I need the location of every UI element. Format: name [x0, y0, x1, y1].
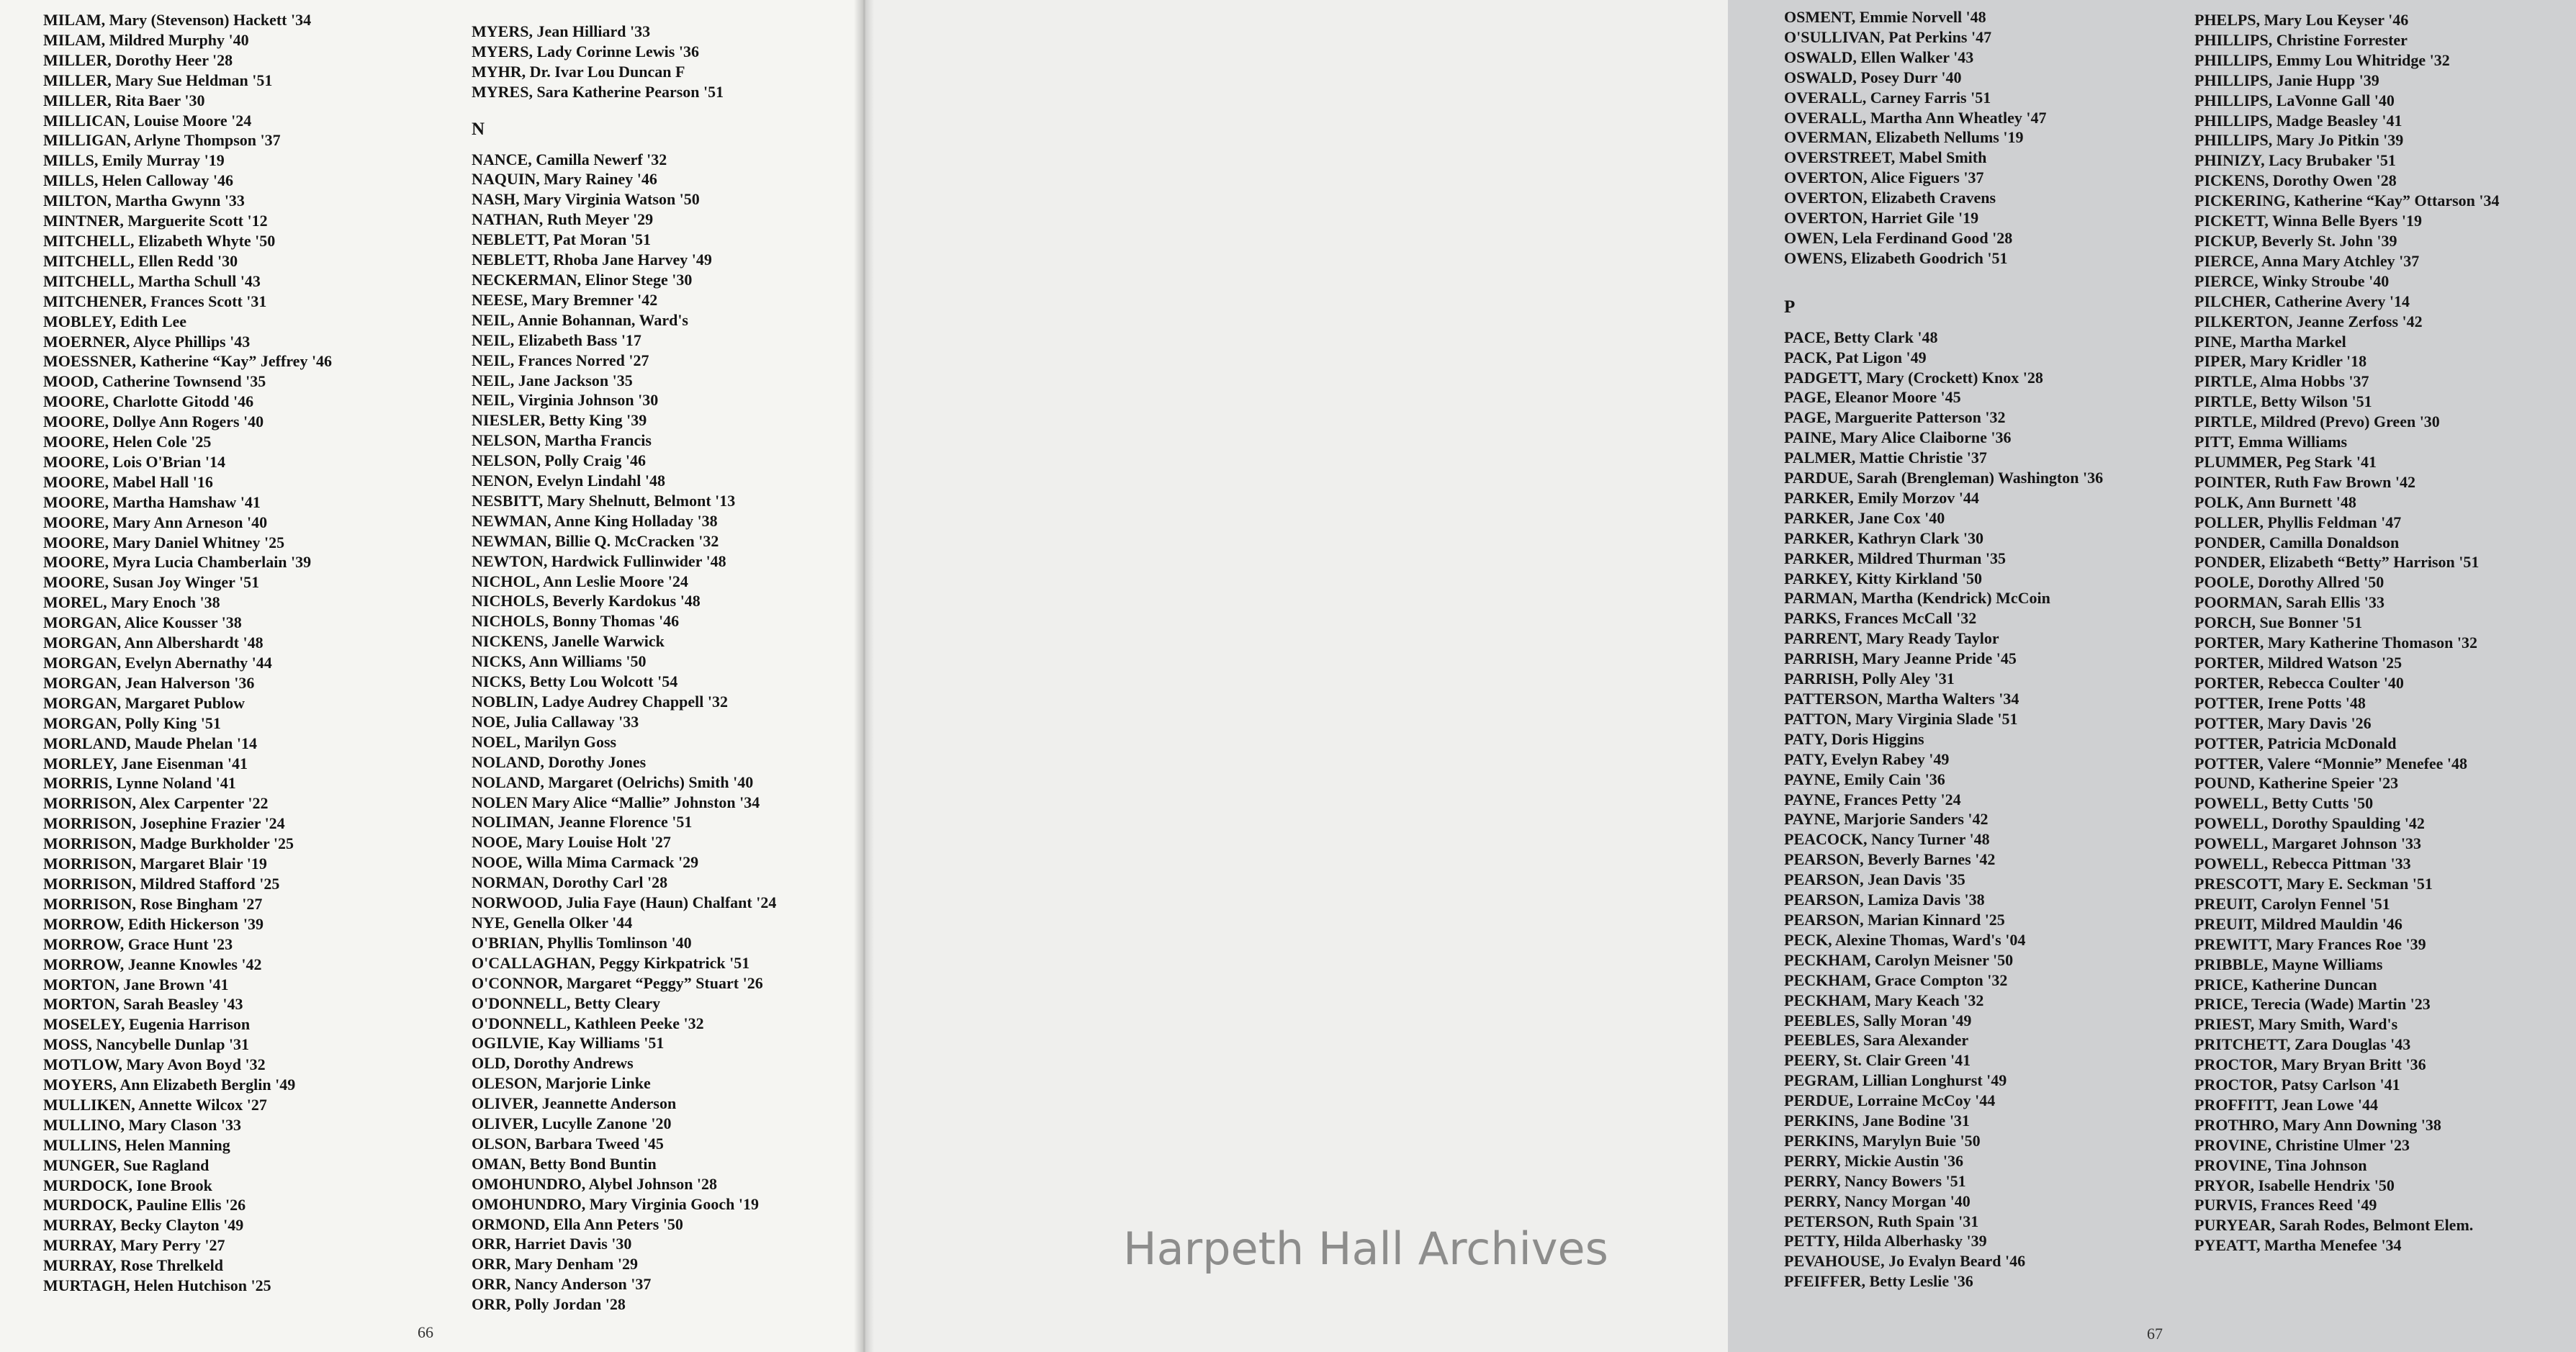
- directory-entry: PYEATT, Martha Menefee '34: [2194, 1236, 2402, 1255]
- directory-entry: PIERCE, Winky Stroube '40: [2194, 271, 2390, 290]
- directory-entry: PERRY, Nancy Bowers '51: [1784, 1171, 1966, 1190]
- directory-entry: MULLIKEN, Annette Wilcox '27: [43, 1095, 267, 1114]
- directory-entry: PEEBLES, Sara Alexander: [1784, 1031, 1969, 1050]
- directory-entry: OMAN, Betty Bond Buntin: [472, 1154, 657, 1173]
- directory-entry: NICKS, Betty Lou Wolcott '54: [472, 672, 678, 691]
- directory-entry: MILLICAN, Louise Moore '24: [43, 111, 252, 130]
- directory-entry: MYERS, Jean Hilliard '33: [472, 22, 651, 40]
- directory-entry: PERRY, Mickie Austin '36: [1784, 1151, 1963, 1170]
- directory-entry: PALMER, Mattie Christie '37: [1784, 449, 1987, 467]
- directory-entry: PRIBBLE, Mayne Williams: [2194, 955, 2383, 973]
- directory-entry: MILLIGAN, Arlyne Thompson '37: [43, 131, 281, 150]
- directory-entry: OVERTON, Alice Figuers '37: [1784, 168, 1984, 187]
- directory-entry: MURRAY, Becky Clayton '49: [43, 1216, 244, 1235]
- directory-entry: MORRISON, Madge Burkholder '25: [43, 834, 294, 853]
- directory-entry: PEACOCK, Nancy Turner '48: [1784, 830, 1990, 849]
- directory-entry: MURRAY, Mary Perry '27: [43, 1236, 225, 1255]
- directory-entry: MORGAN, Margaret Publow: [43, 693, 246, 712]
- directory-entry: NOLAND, Dorothy Jones: [472, 752, 647, 771]
- directory-entry: PORCH, Sue Bonner '51: [2194, 613, 2363, 632]
- directory-entry: POTTER, Mary Davis '26: [2194, 713, 2372, 732]
- section-letter-p: P: [1784, 297, 1796, 317]
- directory-entry: NICHOLS, Bonny Thomas '46: [472, 612, 680, 631]
- directory-entry: PECKHAM, Grace Compton '32: [1784, 970, 2008, 989]
- directory-entry: NELSON, Polly Craig '46: [472, 451, 647, 470]
- directory-entry: NIESLER, Betty King '39: [472, 411, 647, 430]
- directory-entry: MORTON, Jane Brown '41: [43, 975, 229, 993]
- directory-entry: PORTER, Rebecca Coulter '40: [2194, 673, 2404, 692]
- directory-entry: MORROW, Grace Hunt '23: [43, 934, 233, 953]
- directory-entry: OWEN, Lela Ferdinand Good '28: [1784, 228, 2013, 247]
- directory-entry: PERRY, Nancy Morgan '40: [1784, 1191, 1971, 1210]
- directory-entry: PHINIZY, Lacy Brubaker '51: [2194, 151, 2396, 170]
- directory-entry: NEBLETT, Pat Moran '51: [472, 230, 651, 249]
- directory-entry: NEWMAN, Billie Q. McCracken '32: [472, 531, 719, 550]
- right-page: [864, 0, 2500, 1352]
- directory-entry: MORROW, Jeanne Knowles '42: [43, 955, 262, 973]
- directory-entry: PIPER, Mary Kridler '18: [2194, 352, 2367, 371]
- directory-entry: MITCHENER, Frances Scott '31: [43, 292, 267, 310]
- directory-entry: NYE, Genella Olker '44: [472, 913, 633, 932]
- directory-entry: PRIEST, Mary Smith, Ward's: [2194, 1015, 2398, 1034]
- directory-entry: PHILLIPS, Christine Forrester: [2194, 30, 2408, 49]
- directory-entry: PACK, Pat Ligon '49: [1784, 348, 1927, 366]
- directory-entry: NOOE, Mary Louise Holt '27: [472, 833, 671, 852]
- directory-entry: MURDOCK, Pauline Ellis '26: [43, 1196, 246, 1214]
- directory-entry: PAGE, Marguerite Patterson '32: [1784, 408, 2006, 427]
- left-page: [0, 0, 864, 1352]
- directory-entry: POWELL, Rebecca Pittman '33: [2194, 855, 2411, 873]
- directory-entry: POTTER, Patricia McDonald: [2194, 734, 2397, 752]
- directory-entry: MILAM, Mary (Stevenson) Hackett '34: [43, 11, 312, 29]
- directory-entry: MOORE, Mabel Hall '16: [43, 472, 213, 491]
- directory-entry: MOERNER, Alyce Phillips '43: [43, 332, 251, 351]
- directory-entry: PROCTOR, Patsy Carlson '41: [2194, 1076, 2400, 1094]
- directory-entry: PFEIFFER, Betty Leslie '36: [1784, 1272, 1973, 1291]
- directory-entry: PARKER, Emily Morzov '44: [1784, 488, 1979, 507]
- directory-entry: MILLS, Emily Murray '19: [43, 151, 225, 170]
- directory-entry: NATHAN, Ruth Meyer '29: [472, 210, 654, 229]
- directory-entry: O'CONNOR, Margaret “Peggy” Stuart '26: [472, 973, 763, 992]
- page-number-right: 67: [2147, 1325, 2163, 1343]
- directory-entry: MOORE, Lois O'Brian '14: [43, 452, 226, 471]
- directory-entry: PRYOR, Isabelle Hendrix '50: [2194, 1176, 2395, 1194]
- directory-entry: PAYNE, Marjorie Sanders '42: [1784, 810, 1989, 829]
- directory-entry: PORTER, Mildred Watson '25: [2194, 654, 2402, 672]
- directory-entry: NEIL, Frances Norred '27: [472, 351, 649, 369]
- directory-entry: PEARSON, Marian Kinnard '25: [1784, 910, 2005, 929]
- directory-entry: NESBITT, Mary Shelnutt, Belmont '13: [472, 491, 736, 510]
- directory-entry: ORR, Mary Denham '29: [472, 1255, 638, 1274]
- directory-entry: PARDUE, Sarah (Brengleman) Washington '36: [1784, 469, 2104, 487]
- book-spine-shadow: [854, 0, 874, 1352]
- directory-entry: MOESSNER, Katherine “Kay” Jeffrey '46: [43, 352, 333, 371]
- directory-entry: PIRTLE, Mildred (Prevo) Green '30: [2194, 413, 2440, 431]
- page-number-left: 66: [418, 1323, 433, 1341]
- directory-entry: MILAM, Mildred Murphy '40: [43, 30, 249, 49]
- directory-entry: OMOHUNDRO, Mary Virginia Gooch '19: [472, 1194, 760, 1213]
- directory-entry: OMOHUNDRO, Alybel Johnson '28: [472, 1174, 718, 1193]
- directory-entry: PROVINE, Tina Johnson: [2194, 1155, 2367, 1174]
- directory-entry: PARRISH, Polly Aley '31: [1784, 670, 1955, 688]
- directory-entry: MORGAN, Alice Kousser '38: [43, 613, 242, 632]
- directory-entry: NICHOLS, Beverly Kardokus '48: [472, 592, 701, 610]
- directory-entry: OVERMAN, Elizabeth Nellums '19: [1784, 128, 2024, 147]
- directory-entry: O'BRIAN, Phyllis Tomlinson '40: [472, 933, 692, 952]
- column-4: [2194, 10, 2576, 1256]
- directory-entry: PEARSON, Beverly Barnes '42: [1784, 850, 1996, 869]
- directory-entry: PHILLIPS, LaVonne Gall '40: [2194, 91, 2395, 109]
- directory-entry: POOLE, Dorothy Allred '50: [2194, 573, 2384, 592]
- directory-entry: POTTER, Irene Potts '48: [2194, 693, 2366, 712]
- directory-entry: NEWMAN, Anne King Holladay '38: [472, 511, 718, 530]
- column-1: [43, 10, 446, 1296]
- directory-entry: NECKERMAN, Elinor Stege '30: [472, 270, 693, 289]
- directory-entry: MURRAY, Rose Threlkeld: [43, 1256, 223, 1275]
- directory-entry: PECK, Alexine Thomas, Ward's '04: [1784, 930, 2026, 949]
- directory-entry: PATY, Evelyn Rabey '49: [1784, 749, 1950, 768]
- directory-entry: POORMAN, Sarah Ellis '33: [2194, 593, 2385, 612]
- directory-entry: PONDER, Elizabeth “Betty” Harrison '51: [2194, 553, 2480, 572]
- directory-entry: PAYNE, Emily Cain '36: [1784, 770, 1945, 788]
- directory-entry: MOORE, Martha Hamshaw '41: [43, 492, 261, 511]
- column-2: [472, 22, 860, 1315]
- directory-entry: NICKS, Ann Williams '50: [472, 652, 647, 671]
- directory-entry: MOORE, Susan Joy Winger '51: [43, 573, 260, 592]
- directory-entry: PHELPS, Mary Lou Keyser '46: [2194, 11, 2409, 29]
- directory-entry: O'DONNELL, Betty Cleary: [472, 993, 661, 1012]
- directory-entry: PHILLIPS, Madge Beasley '41: [2194, 111, 2402, 130]
- directory-entry: OVERSTREET, Mabel Smith: [1784, 148, 1987, 167]
- directory-entry: OSWALD, Posey Durr '40: [1784, 68, 1962, 86]
- directory-entry: PARKER, Mildred Thurman '35: [1784, 549, 2007, 567]
- directory-entry: PIRTLE, Alma Hobbs '37: [2194, 372, 2369, 391]
- directory-entry: PERKINS, Marylyn Buie '50: [1784, 1131, 1981, 1150]
- directory-entry: MURTAGH, Helen Hutchison '25: [43, 1276, 271, 1295]
- directory-entry: NEWTON, Hardwick Fullinwider '48: [472, 551, 726, 570]
- directory-entry: MULLINS, Helen Manning: [43, 1135, 230, 1154]
- directory-entry: MORRISON, Alex Carpenter '22: [43, 794, 269, 813]
- directory-entry: OWENS, Elizabeth Goodrich '51: [1784, 248, 2008, 267]
- directory-entry: PEVAHOUSE, Jo Evalyn Beard '46: [1784, 1252, 2026, 1271]
- directory-entry: PEARSON, Lamiza Davis '38: [1784, 891, 1985, 909]
- directory-entry: MORRISON, Rose Bingham '27: [43, 894, 263, 913]
- directory-entry: PEARSON, Jean Davis '35: [1784, 870, 1965, 889]
- directory-entry: NAQUIN, Mary Rainey '46: [472, 170, 657, 189]
- directory-entry: PIRTLE, Betty Wilson '51: [2194, 392, 2372, 411]
- directory-entry: MYHR, Dr. Ivar Lou Duncan F: [472, 62, 685, 81]
- directory-entry: MITCHELL, Ellen Redd '30: [43, 251, 238, 270]
- directory-entry: MUNGER, Sue Ragland: [43, 1155, 210, 1174]
- directory-entry: PAGE, Eleanor Moore '45: [1784, 388, 1961, 407]
- directory-entry: PILCHER, Catherine Avery '14: [2194, 292, 2410, 310]
- directory-entry: PARMAN, Martha (Kendrick) McCoin: [1784, 589, 2050, 608]
- directory-entry: NANCE, Camilla Newerf '32: [472, 150, 667, 168]
- directory-entry: PRITCHETT, Zara Douglas '43: [2194, 1035, 2411, 1054]
- directory-entry: NEIL, Elizabeth Bass '17: [472, 330, 641, 349]
- directory-entry: MOSS, Nancybelle Dunlap '31: [43, 1035, 250, 1054]
- directory-entry: OVERTON, Harriet Gile '19: [1784, 209, 1979, 227]
- directory-entry: NEIL, Virginia Johnson '30: [472, 391, 659, 410]
- directory-entry: ORMOND, Ella Ann Peters '50: [472, 1214, 683, 1233]
- directory-entry: PILKERTON, Jeanne Zerfoss '42: [2194, 312, 2423, 330]
- directory-entry: POWELL, Margaret Johnson '33: [2194, 834, 2421, 853]
- directory-entry: MOORE, Myra Lucia Chamberlain '39: [43, 553, 312, 572]
- directory-entry: PETTY, Hilda Alberhasky '39: [1784, 1232, 1987, 1250]
- directory-entry: PINE, Martha Markel: [2194, 332, 2346, 351]
- directory-entry: PETERSON, Ruth Spain '31: [1784, 1212, 1979, 1230]
- directory-entry: OVERTON, Elizabeth Cravens: [1784, 189, 1996, 207]
- directory-entry: PROCTOR, Mary Bryan Britt '36: [2194, 1055, 2426, 1074]
- directory-entry: POUND, Katherine Speier '23: [2194, 774, 2399, 793]
- directory-entry: OLESON, Marjorie Linke: [472, 1074, 651, 1093]
- directory-entry: MOYERS, Ann Elizabeth Berglin '49: [43, 1076, 296, 1094]
- directory-entry: NOOE, Willa Mima Carmack '29: [472, 853, 699, 872]
- directory-entry: MILLER, Mary Sue Heldman '51: [43, 71, 273, 89]
- directory-entry: MYERS, Lady Corinne Lewis '36: [472, 42, 699, 60]
- directory-entry: PARRISH, Mary Jeanne Pride '45: [1784, 649, 2017, 668]
- directory-entry: MOSELEY, Eugenia Harrison: [43, 1015, 251, 1034]
- directory-entry: MORRIS, Lynne Noland '41: [43, 774, 236, 793]
- directory-entry: MITCHELL, Martha Schull '43: [43, 271, 261, 290]
- directory-entry: MINTNER, Marguerite Scott '12: [43, 212, 268, 230]
- directory-entry: PORTER, Mary Katherine Thomason '32: [2194, 634, 2477, 652]
- directory-entry: PECKHAM, Carolyn Meisner '50: [1784, 950, 2014, 969]
- directory-entry: MORGAN, Evelyn Abernathy '44: [43, 654, 272, 672]
- directory-entry: MORRISON, Josephine Frazier '24: [43, 814, 285, 833]
- directory-entry: NOLEN Mary Alice “Mallie” Johnston '34: [472, 793, 760, 811]
- directory-entry: PITT, Emma Williams: [2194, 433, 2348, 451]
- directory-entry: PROFFITT, Jean Lowe '44: [2194, 1095, 2379, 1114]
- directory-entry: POLK, Ann Burnett '48: [2194, 492, 2356, 511]
- directory-entry: ORR, Nancy Anderson '37: [472, 1275, 652, 1294]
- directory-entry: MORTON, Sarah Beasley '43: [43, 995, 243, 1014]
- directory-entry: POWELL, Dorothy Spaulding '42: [2194, 814, 2425, 833]
- directory-entry: O'DONNELL, Kathleen Peeke '32: [472, 1014, 704, 1032]
- directory-entry: NASH, Mary Virginia Watson '50: [472, 190, 700, 209]
- directory-entry: PEEBLES, Sally Moran '49: [1784, 1011, 1972, 1029]
- directory-entry: PRESCOTT, Mary E. Seckman '51: [2194, 874, 2433, 893]
- directory-entry: PARKER, Jane Cox '40: [1784, 508, 1945, 527]
- directory-entry: MILLER, Dorothy Heer '28: [43, 50, 233, 69]
- directory-entry: POTTER, Valere “Monnie” Menefee '48: [2194, 754, 2468, 772]
- directory-entry: PREUIT, Carolyn Fennel '51: [2194, 894, 2390, 913]
- directory-entry: MORROW, Edith Hickerson '39: [43, 914, 264, 933]
- directory-entry: MILLS, Helen Calloway '46: [43, 171, 234, 190]
- directory-entry: PACE, Betty Clark '48: [1784, 328, 1938, 346]
- directory-entry: OSMENT, Emmie Norvell '48: [1784, 8, 1986, 26]
- directory-entry: PAYNE, Frances Petty '24: [1784, 790, 1961, 808]
- directory-entry: OLSON, Barbara Tweed '45: [472, 1134, 664, 1153]
- directory-entry: PICKERING, Katherine “Kay” Ottarson '34: [2194, 191, 2500, 210]
- directory-entry: PREWITT, Mary Frances Roe '39: [2194, 934, 2426, 953]
- directory-entry: MYRES, Sara Katherine Pearson '51: [472, 82, 724, 101]
- directory-entry: OVERALL, Carney Farris '51: [1784, 88, 1991, 107]
- directory-entry: MORLEY, Jane Eisenman '41: [43, 754, 248, 772]
- directory-entry: PERDUE, Lorraine McCoy '44: [1784, 1091, 1996, 1110]
- directory-entry: PADGETT, Mary (Crockett) Knox '28: [1784, 368, 2043, 387]
- directory-entry: NOEL, Marilyn Goss: [472, 732, 617, 751]
- directory-entry: OGILVIE, Kay Williams '51: [472, 1034, 665, 1053]
- directory-entry: NOBLIN, Ladye Audrey Chappell '32: [472, 693, 728, 711]
- directory-entry: PONDER, Camilla Donaldson: [2194, 533, 2400, 551]
- directory-entry: MORLAND, Maude Phelan '14: [43, 734, 257, 752]
- archive-watermark: Harpeth Hall Archives: [1123, 1222, 1608, 1275]
- directory-entry: PARKER, Kathryn Clark '30: [1784, 528, 1984, 547]
- directory-entry: NEESE, Mary Bremner '42: [472, 290, 658, 309]
- directory-entry: PHILLIPS, Janie Hupp '39: [2194, 71, 2379, 89]
- directory-entry: MORGAN, Jean Halverson '36: [43, 673, 255, 692]
- directory-entry: PERKINS, Jane Bodine '31: [1784, 1112, 1970, 1130]
- directory-entry: PHILLIPS, Emmy Lou Whitridge '32: [2194, 50, 2450, 69]
- directory-entry: PARRENT, Mary Ready Taylor: [1784, 629, 1999, 648]
- directory-entry: PREUIT, Mildred Mauldin '46: [2194, 914, 2402, 933]
- directory-entry: PRICE, Terecia (Wade) Martin '23: [2194, 995, 2431, 1014]
- directory-entry: PURYEAR, Sarah Rodes, Belmont Elem.: [2194, 1216, 2474, 1235]
- directory-entry: NORWOOD, Julia Faye (Haun) Chalfant '24: [472, 893, 777, 912]
- directory-entry: MORGAN, Polly King '51: [43, 713, 221, 732]
- directory-entry: PARKS, Frances McCall '32: [1784, 609, 1977, 628]
- directory-entry: MOOD, Catherine Townsend '35: [43, 372, 266, 391]
- directory-entry: PIERCE, Anna Mary Atchley '37: [2194, 251, 2420, 270]
- directory-entry: MILLER, Rita Baer '30: [43, 91, 205, 109]
- directory-entry: POWELL, Betty Cutts '50: [2194, 794, 2374, 813]
- directory-entry: PEGRAM, Lillian Longhurst '49: [1784, 1071, 2007, 1090]
- directory-entry: NEBLETT, Rhoba Jane Harvey '49: [472, 251, 712, 269]
- directory-entry: PICKUP, Beverly St. John '39: [2194, 231, 2397, 250]
- directory-entry: MOBLEY, Edith Lee: [43, 312, 187, 330]
- directory-entry: NEIL, Jane Jackson '35: [472, 371, 633, 389]
- directory-entry: NOE, Julia Callaway '33: [472, 712, 639, 731]
- directory-entry: NORMAN, Dorothy Carl '28: [472, 873, 668, 892]
- directory-entry: OSWALD, Ellen Walker '43: [1784, 48, 1974, 66]
- directory-entry: MORRISON, Mildred Stafford '25: [43, 874, 280, 893]
- directory-entry: NEIL, Annie Bohannan, Ward's: [472, 310, 688, 329]
- directory-entry: MOTLOW, Mary Avon Boyd '32: [43, 1055, 266, 1074]
- directory-entry: PEERY, St. Clair Green '41: [1784, 1051, 1971, 1070]
- directory-entry: NICKENS, Janelle Warwick: [472, 632, 665, 651]
- directory-entry: PICKETT, Winna Belle Byers '19: [2194, 212, 2422, 230]
- directory-entry: POLLER, Phyllis Feldman '47: [2194, 513, 2402, 531]
- directory-entry: MITCHELL, Elizabeth Whyte '50: [43, 231, 276, 250]
- directory-entry: O'SULLIVAN, Pat Perkins '47: [1784, 27, 1992, 46]
- directory-entry: NENON, Evelyn Lindahl '48: [472, 472, 665, 490]
- directory-entry: PLUMMER, Peg Stark '41: [2194, 452, 2377, 471]
- directory-entry: MOORE, Mary Ann Arneson '40: [43, 513, 268, 531]
- directory-entry: PRICE, Katherine Duncan: [2194, 975, 2377, 993]
- directory-entry: MORGAN, Ann Albershardt '48: [43, 634, 264, 652]
- directory-entry: MOORE, Helen Cole '25: [43, 433, 212, 451]
- directory-entry: NICHOL, Ann Leslie Moore '24: [472, 572, 688, 590]
- section-letter-n: N: [472, 119, 485, 139]
- directory-entry: PHILLIPS, Mary Jo Pitkin '39: [2194, 131, 2404, 150]
- directory-entry: OLD, Dorothy Andrews: [472, 1054, 634, 1073]
- directory-entry: ORR, Polly Jordan '28: [472, 1295, 626, 1314]
- directory-entry: OVERALL, Martha Ann Wheatley '47: [1784, 108, 2047, 127]
- directory-entry: MOREL, Mary Enoch '38: [43, 593, 220, 612]
- directory-entry: O'CALLAGHAN, Peggy Kirkpatrick '51: [472, 953, 750, 972]
- column-3: [1784, 7, 2158, 1292]
- directory-entry: PATY, Doris Higgins: [1784, 729, 1924, 748]
- directory-entry: NOLIMAN, Jeanne Florence '51: [472, 813, 693, 832]
- directory-entry: MOORE, Charlotte Gitodd '46: [43, 392, 254, 411]
- directory-entry: NELSON, Martha Francis: [472, 431, 652, 450]
- directory-entry: OLIVER, Jeannette Anderson: [472, 1094, 677, 1113]
- directory-entry: PROVINE, Christine Ulmer '23: [2194, 1135, 2410, 1154]
- directory-entry: PECKHAM, Mary Keach '32: [1784, 991, 1984, 1009]
- directory-entry: PURVIS, Frances Reed '49: [2194, 1196, 2377, 1214]
- directory-entry: PATTERSON, Martha Walters '34: [1784, 690, 2019, 708]
- directory-entry: PICKENS, Dorothy Owen '28: [2194, 171, 2397, 190]
- directory-entry: ORR, Harriet Davis '30: [472, 1235, 632, 1253]
- directory-entry: POINTER, Ruth Faw Brown '42: [2194, 472, 2416, 491]
- directory-entry: PATTON, Mary Virginia Slade '51: [1784, 709, 2018, 728]
- directory-entry: MULLINO, Mary Clason '33: [43, 1115, 241, 1134]
- directory-entry: NOLAND, Margaret (Oelrichs) Smith '40: [472, 772, 754, 791]
- directory-entry: MOORE, Mary Daniel Whitney '25: [43, 533, 285, 551]
- directory-entry: PARKEY, Kitty Kirkland '50: [1784, 569, 1983, 587]
- directory-entry: OLIVER, Lucylle Zanone '20: [472, 1114, 672, 1133]
- directory-entry: PROTHRO, Mary Ann Downing '38: [2194, 1115, 2441, 1134]
- directory-entry: MORRISON, Margaret Blair '19: [43, 855, 267, 873]
- directory-entry: PAINE, Mary Alice Claiborne '36: [1784, 428, 2012, 447]
- directory-entry: MILTON, Martha Gwynn '33: [43, 191, 245, 210]
- directory-entry: MURDOCK, Ione Brook: [43, 1176, 212, 1194]
- directory-entry: MOORE, Dollye Ann Rogers '40: [43, 413, 264, 431]
